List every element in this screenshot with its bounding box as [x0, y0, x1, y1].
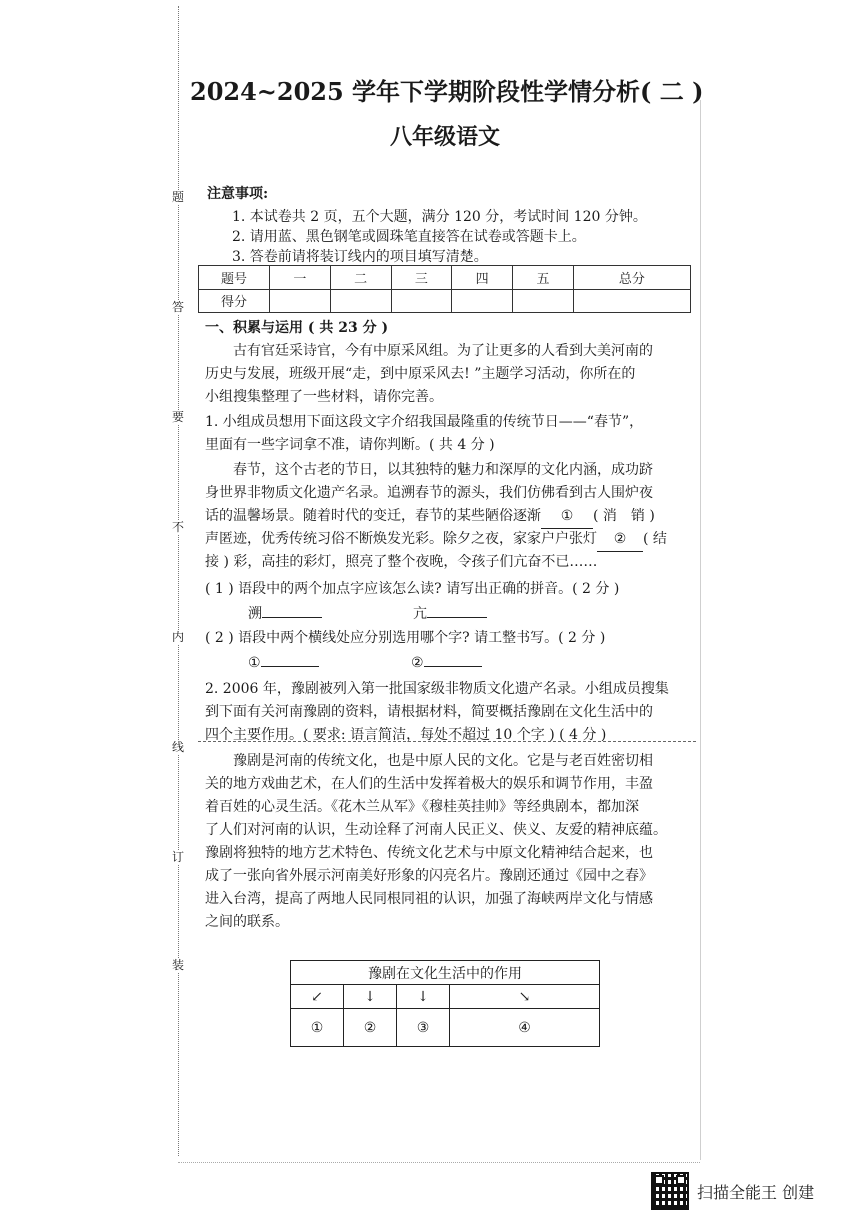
- q2-passage-line: 成了一张向省外展示河南美好形象的闪亮名片。豫剧还通过《园中之春》: [205, 868, 653, 884]
- pinyin-answer-1: [248, 603, 322, 626]
- notice-title: 注意事项:: [207, 186, 269, 202]
- char-answer-1: [248, 652, 319, 675]
- role-cell-3[interactable]: ③: [397, 1009, 450, 1047]
- q1-options: ( 消 销 ): [593, 508, 655, 524]
- char-answer-2: [411, 652, 482, 675]
- q1-stem: 1. 小组成员想用下面这段文字介绍我国最隆重的传统节日——“春节”，: [205, 414, 644, 430]
- char-blank[interactable]: [261, 666, 319, 667]
- pinyin-blank[interactable]: [427, 617, 487, 618]
- q1-passage-line: [205, 505, 655, 529]
- q1-stem: 里面有一些字词拿不准，请你判断。( 共 4 分 ): [205, 437, 495, 453]
- score-table-header: 总分: [573, 266, 690, 290]
- q2-passage-line: 豫剧是河南的传统文化，也是中原人民的文化。它是与老百姓密切相: [233, 753, 653, 769]
- arrow-down-left-icon: ↙: [291, 985, 344, 1009]
- q2-passage-line: 之间的联系。: [205, 914, 289, 930]
- score-table-row: [199, 289, 691, 313]
- intro-line: 小组搜集整理了一些材料，请你完善。: [205, 389, 443, 405]
- q2-passage-line: 进入台湾，提高了两地人民同根同祖的认识，加强了海峡两岸文化与情感: [205, 891, 653, 907]
- q1-passage-text: 话的温馨场景。随着时代的变迁，春节的某些陋俗逐渐: [205, 508, 541, 524]
- role-cell-2[interactable]: ②: [344, 1009, 397, 1047]
- role-cell-1[interactable]: ①: [291, 1009, 344, 1047]
- answer-number: ②: [411, 655, 424, 671]
- binding-margin-line: [178, 6, 179, 1156]
- binding-margin-char: 订: [168, 850, 188, 864]
- q2-stem: 2. 2006 年，豫剧被列入第一批国家级非物质文化遗产名录。小组成员搜集: [205, 681, 669, 697]
- q1-subquestion: ( 2 ) 语段中两个横线处应分别选用哪个字? 请工整书写。( 2 分 ): [205, 630, 606, 646]
- q2-stem: 四个主要作用。( 要求: 语言简洁，每处不超过 10 个字 ) ( 4 分 ): [205, 727, 607, 743]
- binding-margin-char: 题: [168, 190, 188, 204]
- score-cell[interactable]: [452, 289, 513, 313]
- q2-passage-line: 关的地方戏曲艺术，在人们的生活中发挥着极大的娱乐和调节作用，丰盈: [205, 776, 653, 792]
- q1-options: ( 结: [643, 531, 667, 547]
- qr-code-icon: [651, 1172, 689, 1210]
- score-table: [198, 265, 691, 313]
- score-cell[interactable]: [270, 289, 331, 313]
- q1-passage-text: 声匿迹，优秀传统习俗不断焕发光彩。除夕之夜，家家户户张灯: [205, 531, 597, 547]
- page-subtitle: 八年级语文: [389, 124, 500, 150]
- notice-item: 3. 答卷前请将装订线内的项目填写清楚。: [232, 249, 488, 265]
- bottom-dotted-line: [178, 1162, 700, 1163]
- arrow-down-right-icon: ↘: [450, 985, 600, 1009]
- q2-passage-line: 了人们对河南的认识，生动诠释了河南人民正义、侠义、友爱的精神底蕴。: [205, 822, 667, 838]
- answer-number: ①: [248, 655, 261, 671]
- binding-margin-char: 要: [168, 410, 188, 424]
- score-table-header: 三: [391, 266, 452, 290]
- score-table-header: 四: [452, 266, 513, 290]
- q1-passage-line: 接 ) 彩，高挂的彩灯，照亮了整个夜晚，令孩子们亢奋不已……: [205, 554, 598, 570]
- pinyin-char: 溯: [248, 606, 262, 622]
- q2-stem: 到下面有关河南豫剧的资料，请根据材料，简要概括豫剧在文化生活中的: [205, 704, 653, 720]
- q2-passage-line: 豫剧将独特的地方艺术特色、传统文化艺术与中原文化精神结合起来，也: [205, 845, 653, 861]
- score-row-label: 得分: [199, 289, 270, 313]
- page-title: 2024~2025 学年下学期阶段性学情分析( 二 ): [190, 77, 704, 106]
- score-table-header: 一: [270, 266, 331, 290]
- scanner-watermark: 扫描全能王 创建: [697, 1183, 815, 1202]
- q1-passage-line: [205, 528, 667, 552]
- q1-passage-line: 春节，这个古老的节日，以其独特的魅力和深厚的文化内涵，成功跻: [233, 462, 653, 478]
- pinyin-answer-2: [413, 603, 487, 626]
- score-cell[interactable]: [391, 289, 452, 313]
- section-heading: 一、积累与运用 ( 共 23 分 ): [205, 320, 389, 336]
- notice-item: 1. 本试卷共 2 页，五个大题，满分 120 分，考试时间 120 分钟。: [232, 209, 647, 225]
- fill-blank-1[interactable]: ①: [541, 505, 593, 529]
- pinyin-blank[interactable]: [262, 617, 322, 618]
- role-cell-4[interactable]: ④: [450, 1009, 600, 1047]
- fill-blank-2[interactable]: ②: [597, 528, 643, 552]
- char-blank[interactable]: [424, 666, 482, 667]
- binding-margin-char: 答: [168, 300, 188, 314]
- binding-margin-char: 不: [168, 520, 188, 534]
- dashed-divider: [198, 741, 696, 742]
- arrow-down-icon: ↓: [344, 985, 397, 1009]
- q1-passage-line: 身世界非物质文化遗产名录。追溯春节的源头，我们仿佛看到古人围炉夜: [205, 485, 653, 501]
- score-table-header: 题号: [199, 266, 270, 290]
- binding-margin-char: 内: [168, 630, 188, 644]
- q1-subquestion: ( 1 ) 语段中的两个加点字应该怎么读? 请写出正确的拼音。( 2 分 ): [205, 581, 620, 597]
- score-table-header-row: [199, 266, 691, 290]
- score-cell[interactable]: [330, 289, 391, 313]
- page-edge-line: [700, 100, 701, 1160]
- intro-line: 古有官廷采诗官，今有中原采风组。为了让更多的人看到大美河南的: [233, 343, 653, 359]
- role-diagram-title: 豫剧在文化生活中的作用: [291, 961, 600, 985]
- notice-item: 2. 请用蓝、黑色钢笔或圆珠笔直接答在试卷或答题卡上。: [232, 229, 586, 245]
- pinyin-char: 亢: [413, 606, 427, 622]
- intro-line: 历史与发展，班级开展“走，到中原采风去! ”主题学习活动，你所在的: [205, 366, 636, 382]
- score-table-header: 二: [330, 266, 391, 290]
- score-cell[interactable]: [513, 289, 574, 313]
- score-cell[interactable]: [573, 289, 690, 313]
- binding-margin-char: 线: [168, 740, 188, 754]
- score-table-header: 五: [513, 266, 574, 290]
- role-diagram-table: [290, 960, 600, 1047]
- binding-margin-char: 装: [168, 958, 188, 972]
- q2-passage-line: 着百姓的心灵生活。《花木兰从军》《穆桂英挂帅》等经典剧本，都加深: [205, 799, 639, 815]
- arrow-down-icon: ↓: [397, 985, 450, 1009]
